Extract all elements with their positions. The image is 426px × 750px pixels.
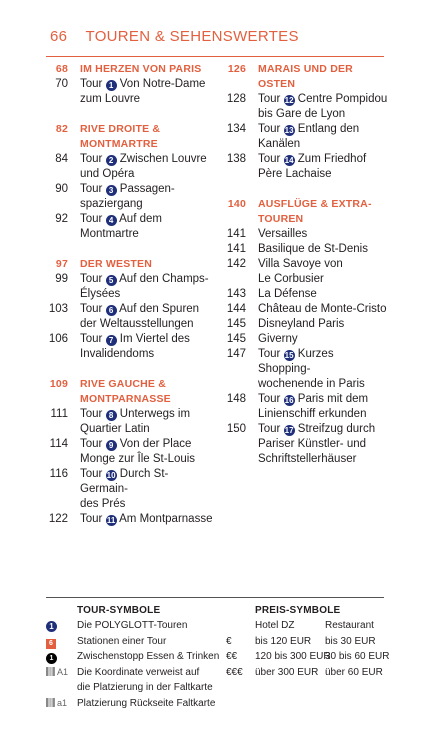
toc-page-number: 114 [49,438,68,450]
toc-text [80,407,216,422]
toc-text [80,422,216,437]
tour-number-badge: 17 [284,426,294,435]
legend-text: Die POLYGLOTT-Touren [77,620,188,631]
toc-text-part: Château de Monte-Cristo [258,303,387,315]
toc-text-part: Père Lachaise [258,168,332,180]
toc-section [46,392,216,407]
price-head-restaurant: Restaurant [325,620,374,631]
toc-entry [224,122,389,137]
legend-symbol [46,649,70,664]
toc-text [80,437,216,452]
toc-section [224,62,389,92]
toc-text [258,242,389,257]
toc-text [258,347,389,377]
toc-text-part: Unterwegs im [116,408,191,420]
toc-entry [46,287,216,302]
legend-text: Die Koordinate verweist auf [77,666,200,678]
toc-entry [46,182,216,197]
toc-page-number: 126 [227,63,246,75]
legend-symbol [46,618,70,633]
toc-text [80,182,216,197]
tour-number-badge: 8 [106,410,117,421]
toc-page-number: 111 [50,408,68,420]
toc-text [80,452,216,467]
tour-number-badge: 4 [106,215,117,226]
toc-page-number: 138 [226,153,246,165]
toc-text [258,452,389,467]
toc-entry [224,377,389,392]
legend-text: Platzierung Rückseite Faltkarte [77,697,216,709]
toc-text [258,302,389,317]
toc-text [80,317,216,332]
tour-number-badge: 3 [106,185,117,196]
toc-page-number: 97 [55,258,68,270]
toc-text-part: Tour [80,303,106,315]
toc-entry [46,347,216,362]
toc-text-part: Auf dem [116,213,162,225]
toc-entry [224,332,389,347]
toc-text-part: Quartier Latin [80,423,150,435]
toc-entry [224,317,389,332]
toc-page-number: 92 [55,213,68,225]
toc-entry [224,272,389,287]
tour-number-badge: 5 [106,275,117,286]
price-symbol: €€ [226,651,238,662]
toc-text-part: Tour [80,438,106,450]
toc-section [46,257,216,272]
map-icon [46,666,55,675]
toc-entry [46,227,216,242]
toc-text [258,257,389,272]
toc-text-part: Tour [80,273,106,285]
toc-text [258,317,389,332]
legend-price-title: PREIS-SYMBOLE [255,605,341,616]
toc-text-part: Tour [258,423,284,435]
tour-number-badge: 2 [106,155,117,166]
tour-number-badge: 11 [106,516,116,525]
toc-text [80,347,216,362]
toc-entry [224,302,389,317]
toc-entry [46,92,216,107]
toc-text-part: Montmartre [80,228,139,240]
toc-entry [46,497,216,512]
toc-text-part: Am Montparnasse [116,513,213,525]
toc-text: RIVE DROITE & MONTMARTRE [80,123,161,150]
toc-entry [46,467,216,497]
legend-rule [46,597,384,598]
toc-text [80,512,216,527]
legend-text: die Platzierung in der Faltkarte [77,682,213,693]
page-number: 66 [50,28,68,45]
toc-entry [224,452,389,467]
toc-text: MARAIS UND DER OSTEN [258,63,353,90]
toc-text-part: Tour [258,123,284,135]
toc-entry [224,227,389,242]
toc-text-part: Pariser Künstler- und [258,438,367,450]
toc-entry [224,242,389,257]
toc-text [80,332,216,347]
toc-entry [224,347,389,377]
toc-entry [46,272,216,287]
toc-text [80,467,216,497]
toc-text-part: Monge zur Île St-Louis [80,453,196,465]
toc-text-part: Le Corbusier [258,273,324,285]
toc-text [258,392,389,407]
toc-entry [46,452,216,467]
toc-entry [46,302,216,317]
toc-entry [224,407,389,422]
toc-page-number: 147 [226,348,246,360]
toc-text-part: Auf den Spuren [116,303,200,315]
toc-text [80,497,216,512]
toc-page-number: 145 [226,333,246,345]
toc-text-part: Tour [80,408,106,420]
toc-text [80,152,216,167]
toc-text [80,197,216,212]
toc-page-number: 145 [226,318,246,330]
toc-entry [224,107,389,122]
toc-text-part: bis Gare de Lyon [258,108,346,120]
tour-number-badge: 14 [284,156,294,165]
toc-page-number: 141 [226,228,246,240]
toc-text [80,302,216,317]
toc-entry [46,422,216,437]
toc-page-number: 70 [55,78,68,90]
toc-entry [46,167,216,182]
toc-text [258,227,389,242]
toc-text [80,92,216,107]
toc-text: RIVE GAUCHE & [80,378,167,390]
toc-text-part: Tour [80,153,106,165]
toc-entry [224,257,389,272]
toc-text-part: Tour [80,213,106,225]
tour-number-badge: 12 [284,96,294,105]
tour-number-badge: 10 [106,471,116,480]
toc-entry [224,392,389,407]
toc-text-part: Versailles [258,228,308,240]
toc-page-number: 141 [226,243,246,255]
toc-text [80,167,216,182]
toc-entry [46,317,216,332]
tour-number-badge: 9 [106,440,117,451]
toc-page-number: 143 [226,288,246,300]
toc-text [258,407,389,422]
toc-text-part: Kurzes Shopping- [258,348,334,375]
toc-entry [224,167,389,182]
toc-text [80,77,216,92]
tour-number-badge: 13 [284,126,294,135]
price-head-hotel: Hotel DZ [255,620,295,631]
page-header [50,28,299,45]
toc-text-part: Streifzug durch [294,423,376,435]
toc-text-part: Entlang den [294,123,360,135]
toc-page-number: 142 [226,258,246,270]
toc-section [46,122,216,152]
price-restaurant: 30 bis 60 EUR [325,651,390,662]
toc-text [258,437,389,452]
map-coordinate: a1 [57,697,68,708]
toc-text [80,227,216,242]
toc-page-number: 106 [48,333,68,345]
tour-station-icon: 6 [46,639,56,649]
toc-text-part: Auf den Champs- [116,273,209,285]
toc-page-number: 99 [55,273,68,285]
toc-text: MONTPARNASSE [80,393,171,405]
toc-entry [46,407,216,422]
toc-text-part: Zwischen Louvre [116,153,207,165]
price-symbol: € [226,635,232,647]
toc-text [258,152,389,167]
toc-page-number: 128 [226,93,246,105]
toc-entry [46,152,216,167]
toc-page-number: 148 [226,393,246,405]
toc-text-part: La Défense [258,288,317,300]
toc-text-part: Passagen- [116,183,175,195]
toc-page-number: 68 [55,63,68,75]
toc-page-number: 109 [49,378,68,390]
toc-text-part: Schriftstellerhäuser [258,453,357,465]
price-hotel: 120 bis 300 EUR [255,651,331,662]
legend-symbol [46,634,70,649]
toc-text-part: Von der Place [116,438,192,450]
toc-left-column [46,62,216,527]
toc-text [80,212,216,227]
tour-number-badge: 7 [106,335,117,346]
toc-page-number: 140 [227,198,246,210]
toc-text-part: Tour [258,393,284,405]
tour-badge-icon: 1 [46,621,57,632]
toc-gap [46,362,216,377]
tour-number-badge: 1 [106,80,117,91]
toc-text-part: Basilique de St-Denis [258,243,368,255]
price-symbol: €€€ [226,666,243,678]
toc-text [258,287,389,302]
toc-text-part: Tour [80,78,106,90]
toc-text-part: zum Louvre [80,93,141,105]
price-restaurant: bis 30 EUR [325,635,376,647]
legend-text: Zwischenstopp Essen & Trinken [77,651,220,662]
page-title: TOUREN & SEHENSWERTES [85,28,299,45]
toc-text-part: des Prés [80,498,126,510]
toc-entry [224,92,389,107]
tour-number-badge: 15 [284,351,294,360]
toc-text-part: und Opéra [80,168,135,180]
toc-text-part: Centre Pompidou [294,93,388,105]
toc-entry [46,512,216,527]
toc-text [80,287,216,302]
toc-page-number: 82 [55,123,68,135]
toc-entry [224,422,389,437]
toc-gap [46,107,216,122]
toc-text-part: Disneyland Paris [258,318,345,330]
toc-entry [46,332,216,347]
toc-entry [224,287,389,302]
toc-text-part: spaziergang [80,198,143,210]
toc-entry [46,197,216,212]
map-icon [46,697,55,706]
toc-text-part: Invalidendoms [80,348,155,360]
toc-entry [224,437,389,452]
toc-text-part: wochenende in Paris [258,378,365,390]
toc-entry [224,137,389,152]
toc-text-part: Villa Savoye von [258,258,343,270]
toc-page-number: 144 [226,303,246,315]
toc-text-part: Im Viertel des [116,333,190,345]
toc-text-part: Tour [80,183,106,195]
toc-text [258,167,389,182]
toc-text [258,422,389,437]
toc-page-number: 103 [48,303,68,315]
legend-symbol [46,665,70,680]
toc-text [258,137,389,152]
toc-text: IM HERZEN VON PARIS [80,63,202,75]
toc-page-number: 122 [48,513,68,525]
toc-text [258,332,389,347]
toc-text [80,272,216,287]
toc-page-number: 116 [49,468,68,480]
toc-text-part: Tour [80,513,106,525]
toc-text-part: Tour [258,348,284,360]
toc-text [258,272,389,287]
toc-section [46,62,216,77]
legend-text: Stationen einer Tour [77,635,167,647]
map-coordinate: A1 [57,666,69,677]
toc-text-part: Von Notre-Dame [116,78,206,90]
food-stop-icon: 1 [46,653,57,664]
toc-section [224,197,389,227]
toc-text-part: Élysées [80,288,121,300]
price-hotel: bis 120 EUR [255,635,312,647]
toc-section [46,377,216,392]
toc-right-column [224,62,389,467]
toc-gap [46,242,216,257]
toc-entry [46,77,216,92]
toc-entry [224,152,389,167]
price-restaurant: über 60 EUR [325,666,383,678]
tour-number-badge: 6 [106,305,117,316]
toc-entry [46,437,216,452]
toc-gap [224,182,389,197]
toc-text [258,92,389,107]
header-rule [46,56,384,57]
toc-text-part: Paris mit dem [294,393,369,405]
legend-symbol [46,696,70,711]
tour-number-badge: 16 [284,396,294,405]
toc-page-number: 90 [55,183,68,195]
toc-page-number: 134 [226,123,246,135]
toc-entry [46,212,216,227]
toc-text: AUSFLÜGE & EXTRA-TOUREN [258,198,372,225]
toc-text-part: Zum Friedhof [294,153,367,165]
toc-text [258,377,389,392]
toc-text-part: Kanälen [258,138,301,150]
toc-text-part: der Weltausstellungen [80,318,194,330]
price-hotel: über 300 EUR [255,666,319,678]
toc-text-part: Linienschiff erkunden [258,408,367,420]
toc-text: DER WESTEN [80,258,153,270]
toc-text-part: Giverny [258,333,298,345]
toc-text-part: Tour [80,333,106,345]
toc-text [258,122,389,137]
toc-page-number: 84 [55,153,68,165]
toc-text-part: Tour [80,468,106,480]
toc-text [258,107,389,122]
toc-text-part: Durch St-Germain- [80,468,169,495]
toc-text-part: Tour [258,93,284,105]
toc-page-number: 150 [226,423,246,435]
legend-tour-title: TOUR-SYMBOLE [77,605,161,616]
toc-text-part: Tour [258,153,284,165]
